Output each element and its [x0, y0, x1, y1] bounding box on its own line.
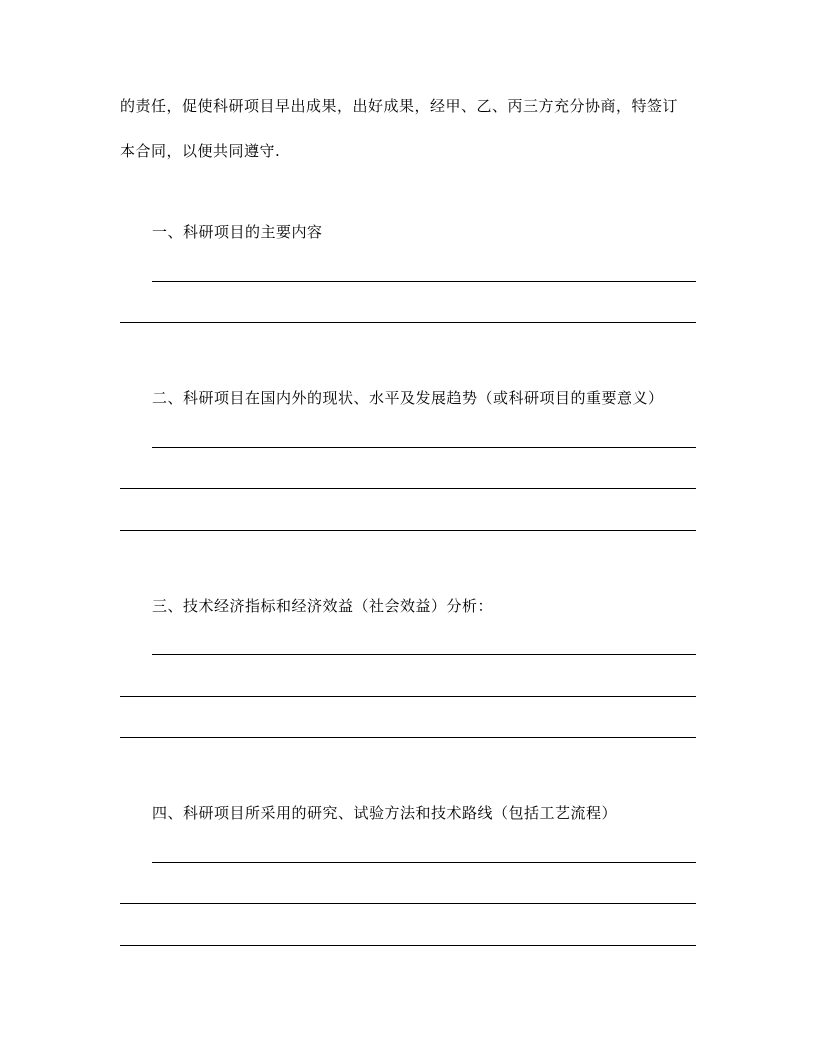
blank-line — [120, 322, 696, 323]
section-heading-3: 三、技术经济指标和经济效益（社会效益）分析： — [152, 597, 494, 615]
section-heading-1: 一、科研项目的主要内容 — [152, 223, 323, 241]
blank-line — [152, 447, 696, 448]
section-heading-4: 四、科研项目所采用的研究、试验方法和技术路线（包括工艺流程） — [152, 804, 618, 822]
intro-line-1: 的责任，促使科研项目早出成果，出好成果，经甲、乙、丙三方充分协商，特签订 — [120, 97, 679, 115]
blank-line — [120, 737, 696, 738]
intro-line-2: 本合同，以便共同遵守. — [120, 142, 281, 160]
blank-line — [120, 903, 696, 904]
blank-line — [152, 281, 696, 282]
blank-line — [120, 530, 696, 531]
blank-line — [152, 654, 696, 655]
blank-line — [120, 488, 696, 489]
blank-line — [120, 945, 696, 946]
blank-line — [152, 862, 696, 863]
section-heading-2: 二、科研项目在国内外的现状、水平及发展趋势（或科研项目的重要意义） — [152, 389, 664, 407]
blank-line — [120, 696, 696, 697]
